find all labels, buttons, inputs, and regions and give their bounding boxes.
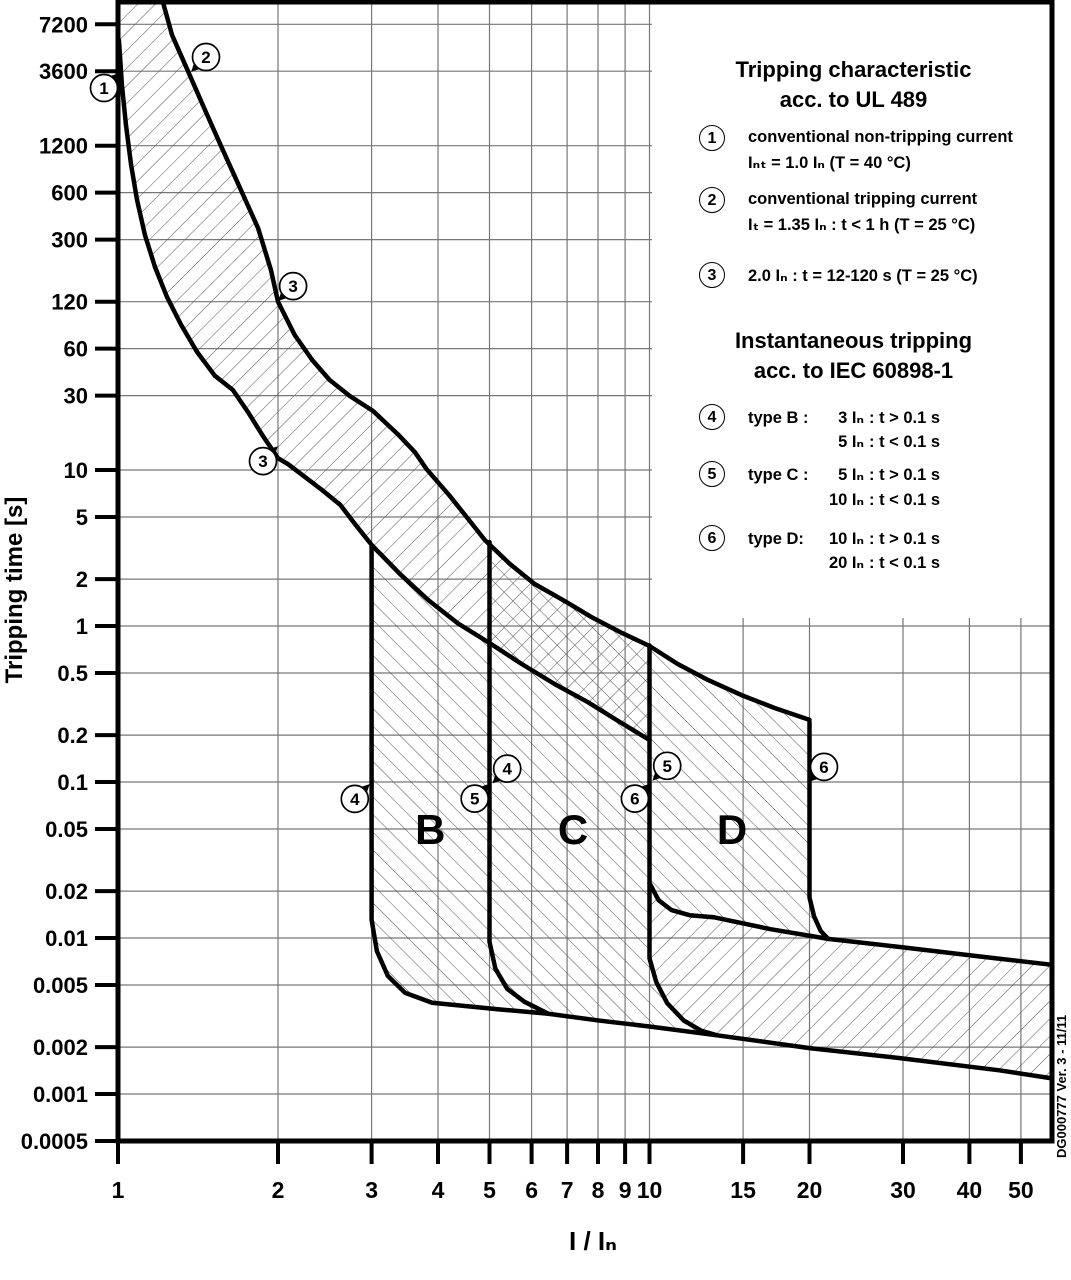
legend-item-3-line-1: 2.0 Iₙ : t = 12-120 s (T = 25 °C) — [748, 267, 978, 285]
x-tick-label: 4 — [431, 1177, 445, 1203]
callout-number-5: 5 — [662, 756, 672, 776]
y-tick-label: 1 — [75, 614, 88, 639]
x-tick-label: 1 — [111, 1177, 125, 1203]
legend-item-6-line-2 — [748, 553, 940, 573]
y-tick-label: 120 — [51, 289, 88, 315]
type-b-label: type B : — [748, 409, 809, 427]
legend-item-6-line-1 — [748, 529, 940, 549]
type-c-qty-1: 5 Iₙ — [838, 466, 864, 484]
callout-number-6: 6 — [819, 757, 829, 777]
y-tick-label: 1200 — [39, 133, 88, 159]
x-tick-label: 7 — [560, 1177, 574, 1203]
legend-title-iec-2: acc. to IEC 60898-1 — [753, 358, 954, 383]
x-tick-label: 15 — [730, 1177, 756, 1203]
region-letter-C: C — [557, 806, 589, 853]
x-tick-label: 50 — [1008, 1177, 1034, 1203]
legend-item-1-line-1: conventional non-tripping current — [748, 128, 1013, 146]
y-tick-label: 0.0005 — [20, 1129, 88, 1154]
y-tick-label: 600 — [51, 180, 88, 206]
x-tick-label: 8 — [591, 1177, 605, 1203]
legend-callout-6: 6 — [699, 525, 725, 551]
type-c-label: type C : — [748, 466, 809, 484]
y-tick-label: 0.002 — [32, 1035, 88, 1061]
y-tick-label: 60 — [63, 336, 88, 362]
callout-number-5: 5 — [469, 789, 480, 809]
legend-callout-2: 2 — [699, 187, 725, 213]
callout-number-4: 4 — [350, 789, 360, 809]
x-tick-label: 2 — [271, 1177, 285, 1203]
region-letter-B: B — [415, 806, 446, 853]
legend-callout-3: 3 — [699, 262, 725, 288]
legend-title-ul-1: Tripping characteristic — [735, 57, 972, 82]
y-tick-label: 0.2 — [57, 723, 88, 749]
legend-callout-4: 4 — [699, 404, 725, 430]
x-tick-label: 9 — [618, 1177, 632, 1203]
type-c-cond-2: : t < 0.1 s — [869, 491, 941, 509]
x-tick-label: 40 — [956, 1177, 983, 1203]
y-tick-label: 3600 — [39, 59, 88, 85]
y-tick-label: 0.005 — [32, 973, 88, 998]
legend-item-4-line-2 — [748, 432, 940, 452]
legend-item-4-line-1 — [748, 408, 940, 428]
y-tick-label: 5 — [75, 505, 88, 530]
y-tick-label: 7200 — [39, 12, 88, 38]
callout-number-3: 3 — [288, 277, 298, 297]
x-tick-label: 20 — [796, 1177, 823, 1203]
legend-item-2-line-1: conventional tripping current — [748, 190, 978, 208]
x-axis-title: I / Iₙ — [569, 1226, 617, 1256]
x-tick-label: 3 — [365, 1177, 378, 1203]
y-tick-label: 10 — [63, 458, 88, 483]
y-tick-label: 2 — [75, 567, 88, 593]
legend-item-1-line-2: Iₙₜ = 1.0 Iₙ (T = 40 °C) — [748, 154, 911, 172]
type-d-qty-1: 10 Iₙ — [828, 530, 864, 548]
y-axis-title: Tripping time [s] — [1, 496, 28, 684]
legend-title-iec-1: Instantaneous tripping — [734, 328, 973, 353]
y-tick-label: 30 — [63, 383, 88, 409]
type-c-cond-1: : t > 0.1 s — [869, 466, 941, 484]
callout-number-3: 3 — [258, 452, 268, 472]
callout-number-2: 2 — [201, 48, 211, 67]
type-d-cond-1: : t > 0.1 s — [869, 530, 941, 548]
type-b-qty-1: 3 Iₙ — [838, 409, 864, 427]
callout-number-1: 1 — [99, 79, 109, 98]
y-tick-label: 0.05 — [45, 817, 88, 842]
type-d-label: type D: — [748, 530, 804, 548]
type-b-cond-1: : t > 0.1 s — [869, 409, 941, 427]
x-tick-label: 6 — [525, 1177, 538, 1203]
legend-item-2-line-2: Iₜ = 1.35 Iₙ : t < 1 h (T = 25 °C) — [748, 216, 976, 234]
legend-item-5-line-2 — [748, 490, 940, 510]
type-b-cond-2: : t < 0.1 s — [869, 433, 941, 451]
x-tick-label: 10 — [636, 1177, 663, 1203]
x-tick-label: 5 — [483, 1177, 496, 1203]
callout-number-4: 4 — [502, 759, 512, 779]
type-c-qty-2: 10 Iₙ — [828, 491, 864, 509]
y-tick-label: 300 — [51, 227, 88, 253]
type-b-qty-2: 5 Iₙ — [838, 433, 864, 451]
y-tick-label: 0.01 — [45, 926, 88, 951]
type-d-qty-2: 20 Iₙ — [828, 554, 864, 572]
y-tick-label: 0.5 — [57, 661, 88, 686]
y-tick-label: 0.02 — [45, 879, 88, 905]
legend-title-ul-2: acc. to UL 489 — [779, 87, 928, 112]
legend-callout-5: 5 — [699, 461, 725, 487]
y-tick-label: 0.001 — [32, 1082, 88, 1107]
chart-legend — [655, 0, 1052, 620]
y-tick-label: 0.1 — [57, 770, 88, 795]
legend-item-5-line-1 — [748, 465, 940, 485]
callout-number-6: 6 — [630, 789, 640, 809]
legend-callout-1: 1 — [699, 125, 725, 151]
x-tick-label: 30 — [890, 1177, 916, 1203]
type-d-cond-2: : t < 0.1 s — [869, 554, 941, 572]
document-version-note: DG000777 Ver. 3 - 11/11 — [1054, 1014, 1069, 1158]
region-letter-D: D — [716, 806, 748, 853]
